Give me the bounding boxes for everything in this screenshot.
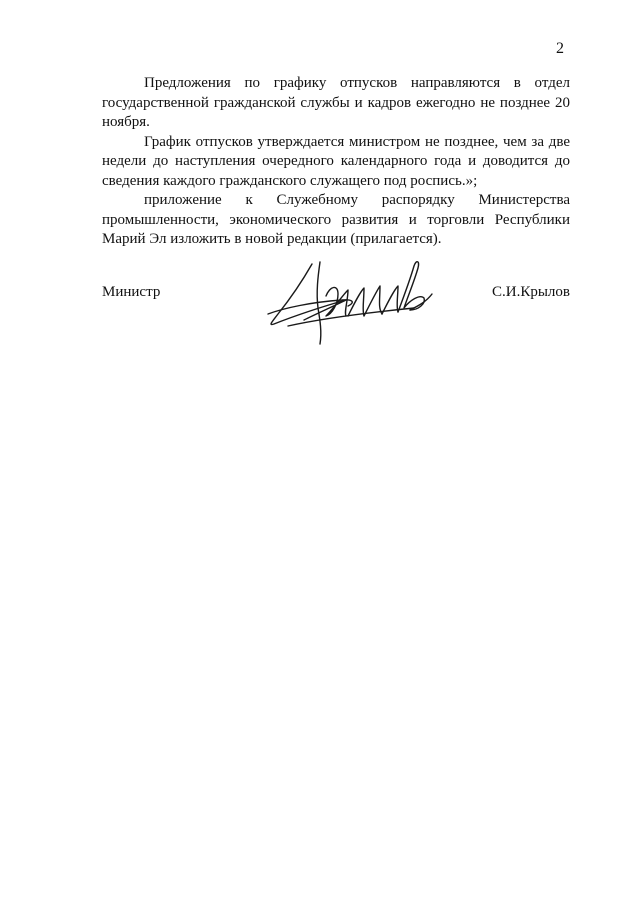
handwritten-signature: [264, 256, 444, 348]
signature-block: [102, 278, 570, 348]
signatory-name: С.И.Крылов: [492, 284, 570, 300]
signatory-title: Министр: [102, 284, 161, 300]
body-text: [102, 74, 570, 250]
paragraph-vacation-proposals: Предложения по графику отпусков направляются в отдел государственной гражданской службы и кадров ежегодно не позднее 20 ноября.: [102, 75, 570, 130]
paragraph-vacation-approval: График отпусков утверждается министром не позднее, чем за две недели до наступления очередного календарного года и доводится до сведения каждого гражданского служащего под роспись.»;: [102, 133, 570, 189]
page-number: 2: [556, 40, 564, 57]
paragraph-appendix: приложение к Служебному распорядку Министерства промышленности, экономического развития и торговли Республики Марий Эл изложить в новой редакции (прилагается).: [102, 192, 570, 247]
